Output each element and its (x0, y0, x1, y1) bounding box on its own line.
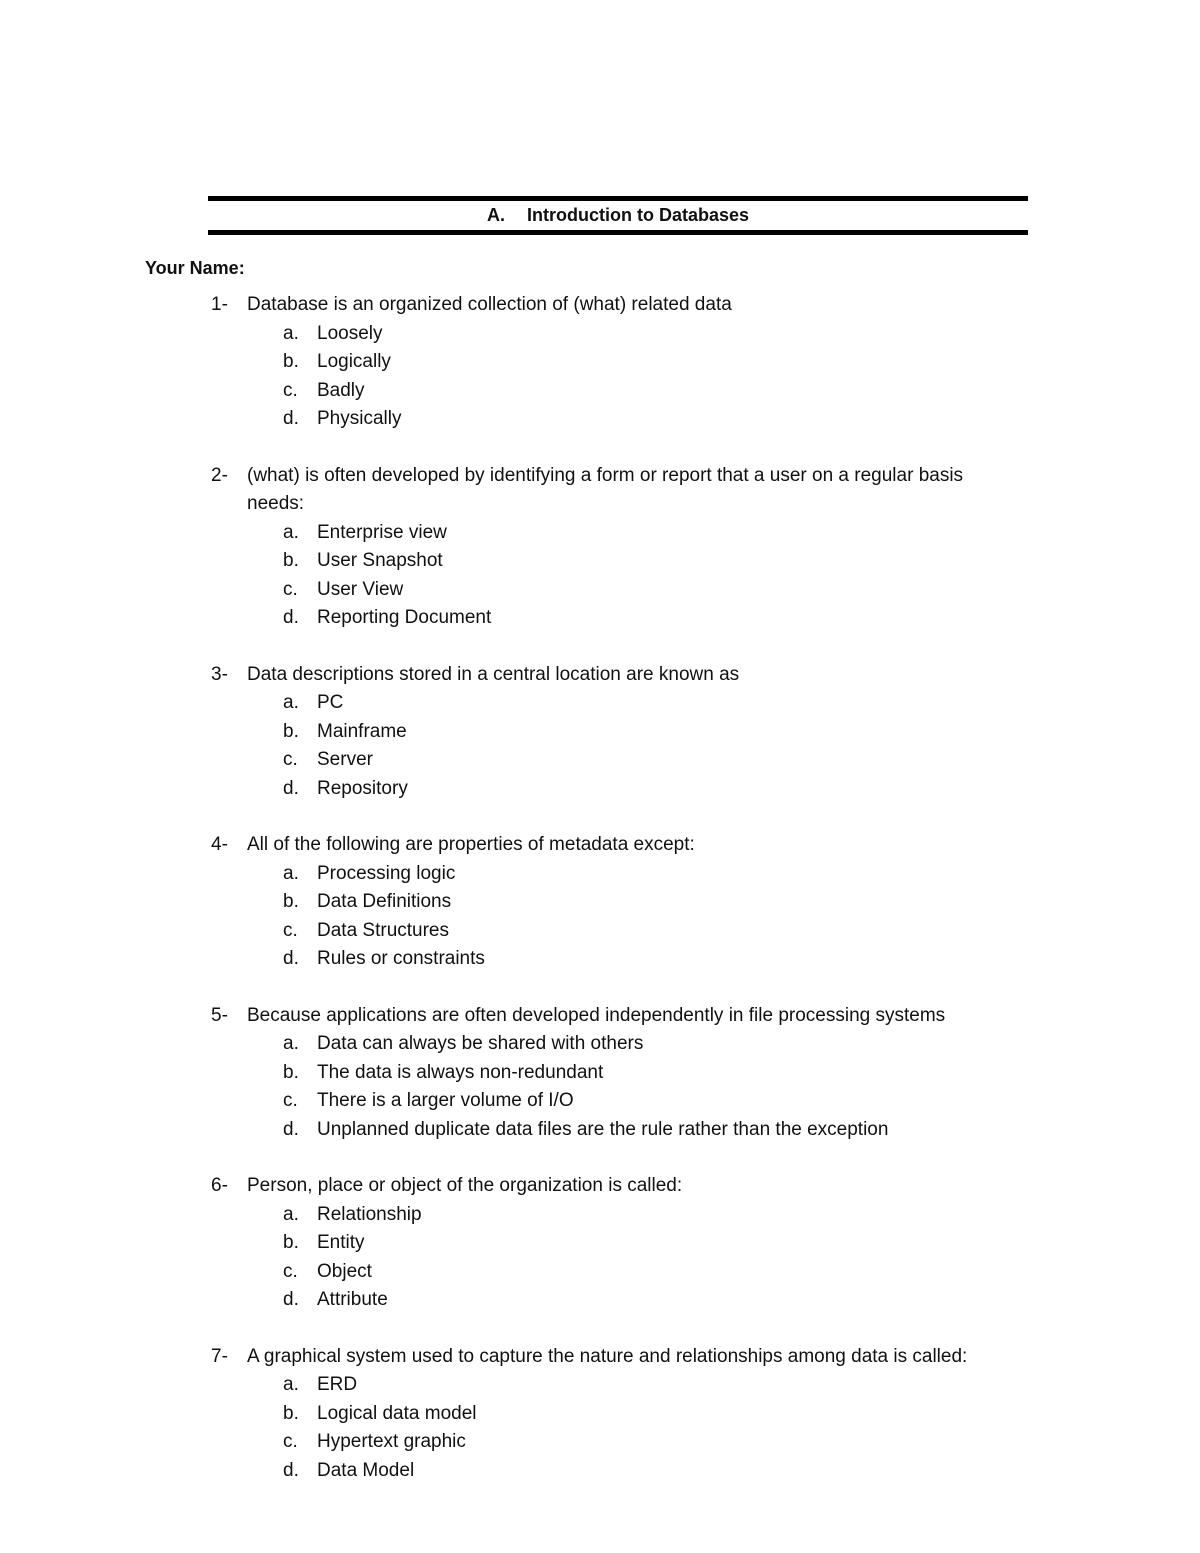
question-number: 5- (211, 1004, 228, 1026)
answer-option (0, 1116, 1200, 1145)
option-text: ERD (317, 1374, 358, 1395)
question-text (0, 1343, 1200, 1372)
option-letter: d. (283, 1459, 299, 1481)
option-letter: d. (283, 948, 299, 969)
answer-option (0, 320, 1200, 349)
option-letter: b. (283, 351, 299, 372)
question-prompt: Person, place or object of the organization is called: (247, 1175, 683, 1196)
option-letter: b. (283, 1061, 299, 1083)
option-letter: b. (283, 1232, 299, 1253)
option-text: Relationship (317, 1203, 422, 1225)
question-number: 4- (211, 834, 228, 855)
option-text: Server (317, 749, 373, 770)
option-text: The data is always non-redundant (317, 1061, 604, 1083)
answer-option (0, 917, 1200, 946)
question-text (0, 1172, 1200, 1201)
question-number: 6- (211, 1175, 228, 1196)
option-text: There is a larger volume of I/O (317, 1090, 574, 1111)
option-text: Repository (317, 777, 408, 799)
option-letter: a. (283, 521, 299, 543)
option-letter: b. (283, 720, 299, 742)
question-7 (0, 1343, 1200, 1486)
question-prompt: A graphical system used to capture the nature and relationships among data is called: (247, 1345, 968, 1367)
option-letter: c. (283, 749, 298, 770)
question-3 (0, 661, 1200, 804)
question-prompt: (what) is often developed by identifying a form or report that a user on a regular basis needs: (247, 464, 964, 514)
option-text: Unplanned duplicate data files are the rule rather than the exception (317, 1118, 889, 1140)
option-letter: d. (283, 607, 299, 628)
answer-option (0, 1258, 1200, 1287)
option-text: Enterprise view (317, 521, 447, 543)
answer-option (0, 405, 1200, 434)
option-text: Mainframe (317, 720, 407, 742)
answer-option (0, 746, 1200, 775)
option-letter: c. (283, 379, 298, 401)
question-number: 3- (211, 663, 228, 685)
question-text (0, 1002, 1200, 1031)
option-text: Processing logic (317, 862, 456, 884)
answer-option (0, 1286, 1200, 1315)
option-text: Rules or constraints (317, 948, 485, 969)
answer-option (0, 1457, 1200, 1486)
section-rule-top (208, 196, 1028, 201)
option-text: User Snapshot (317, 550, 443, 571)
option-letter: a. (283, 1203, 299, 1225)
section-title-text: Introduction to Databases (526, 205, 750, 225)
option-letter: c. (283, 1090, 298, 1111)
answer-option (0, 775, 1200, 804)
question-list (0, 291, 1200, 1513)
option-letter: a. (283, 692, 299, 713)
question-2 (0, 462, 1200, 633)
option-text: Logical data model (317, 1402, 477, 1424)
question-number: 1- (211, 294, 228, 315)
answer-option (0, 377, 1200, 406)
answer-option (0, 718, 1200, 747)
option-letter: c. (283, 1260, 298, 1282)
option-letter: a. (283, 862, 299, 884)
section-letter: A. (486, 205, 505, 225)
option-letter: b. (283, 891, 299, 912)
option-text: Hypertext graphic (317, 1431, 466, 1452)
answer-option (0, 1030, 1200, 1059)
question-5 (0, 1002, 1200, 1145)
option-text: Physically (317, 408, 402, 429)
section-title (208, 204, 1028, 226)
option-letter: a. (283, 1033, 299, 1054)
answer-option (0, 689, 1200, 718)
option-text: Object (317, 1260, 372, 1282)
option-letter: d. (283, 1118, 299, 1140)
option-text: Loosely (317, 322, 383, 344)
answer-option (0, 1201, 1200, 1230)
option-text: Data can always be shared with others (317, 1033, 644, 1054)
option-text: PC (317, 692, 344, 713)
question-prompt: Data descriptions stored in a central location are known as (247, 663, 740, 685)
section-rule-bottom (208, 230, 1028, 235)
option-letter: b. (283, 550, 299, 571)
answer-option (0, 888, 1200, 917)
question-text (0, 831, 1200, 860)
option-letter: a. (283, 322, 299, 344)
question-text (0, 462, 1200, 519)
option-letter: c. (283, 578, 298, 600)
question-6 (0, 1172, 1200, 1315)
option-letter: d. (283, 777, 299, 799)
option-letter: c. (283, 919, 298, 941)
question-text (0, 661, 1200, 690)
answer-option (0, 860, 1200, 889)
question-1 (0, 291, 1200, 434)
name-label: Your Name: (145, 258, 245, 278)
answer-option (0, 1087, 1200, 1116)
answer-option (0, 1428, 1200, 1457)
option-letter: c. (283, 1431, 298, 1452)
option-letter: d. (283, 408, 299, 429)
option-letter: b. (283, 1402, 299, 1424)
answer-option (0, 1059, 1200, 1088)
option-text: Badly (317, 379, 365, 401)
option-text: Entity (317, 1232, 365, 1253)
option-text: User View (317, 578, 404, 600)
question-text (0, 291, 1200, 320)
option-text: Data Model (317, 1459, 415, 1481)
option-letter: d. (283, 1289, 299, 1310)
answer-option (0, 519, 1200, 548)
question-prompt: Database is an organized collection of (what) related data (247, 294, 732, 315)
option-text: Logically (317, 351, 391, 372)
answer-option (0, 604, 1200, 633)
question-number: 2- (211, 464, 228, 486)
option-letter: a. (283, 1374, 299, 1395)
answer-option (0, 945, 1200, 974)
option-text: Reporting Document (317, 607, 492, 628)
option-text: Data Definitions (317, 891, 452, 912)
answer-option (0, 348, 1200, 377)
answer-option (0, 1371, 1200, 1400)
question-4 (0, 831, 1200, 974)
answer-option (0, 1229, 1200, 1258)
question-prompt: Because applications are often developed independently in file processing systems (247, 1004, 946, 1026)
question-prompt: All of the following are properties of metadata except: (247, 834, 695, 855)
answer-option (0, 547, 1200, 576)
answer-option (0, 576, 1200, 605)
question-number: 7- (211, 1345, 228, 1367)
answer-option (0, 1400, 1200, 1429)
option-text: Attribute (317, 1289, 388, 1310)
option-text: Data Structures (317, 919, 449, 941)
